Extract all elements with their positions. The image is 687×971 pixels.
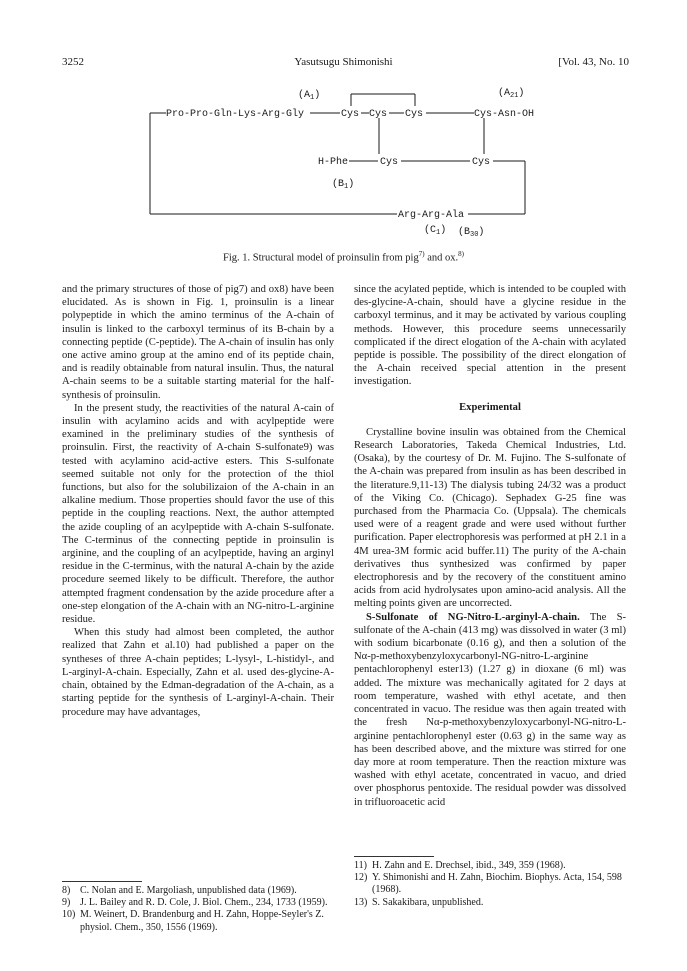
- label-c1: $(C_1)$: [424, 225, 447, 237]
- volume-label: [Vol. 43, No. 10: [558, 56, 629, 68]
- figure-caption: Fig. 1. Structural model of proinsulin from pig$^{7)}$ and ox.$^{8)}$: [223, 250, 464, 264]
- section-heading-experimental: Experimental: [459, 401, 521, 413]
- footnotes-left: [62, 877, 334, 934]
- chain-a-left: Pro-Pro-Gln-Lys-Arg-Gly: [166, 109, 305, 120]
- subsection-heading: S-Sulfonate of NG-Nitro-L-arginyl-A-chain.: [366, 611, 580, 623]
- paragraph: Crystalline bovine insulin was obtained from the Chemical Research Laboratories, Takeda Chemical Industries, Ltd. (Osaka), by the courtesy of Dr. M. Fujino. The S-sulfonate of the A-chain was prepared from insulin as has been described in the literature.9,11-13) The dialysis tubing 24/32 was a product of the Viking Co. (Chicago). Sephadex G-25 fine was purchased from the Pharmacia Co. (Uppsala). The chemicals used were of a reagent grade and were used without further purification. Paper electrophoresis was performed at pH 2.1 in a 4M urea-3M formic acid buffer.11) The purity of the A-chain derivatives thus synthesized was confirmed by paper electrophoresis and by the recovery of the constituent amino acids from acid hydrolysates upon amino-acid analysis. All the melting points given are uncorrected.: [354, 426, 626, 610]
- paragraph: In the present study, the reactivities of the natural A-cain of insulin with acylamino acids and with acylpeptide were examined in the preliminary studies of the synthesis of proinsulin. First, the reactivity of A-chain S-sulfonate9) was tested with acylamino acid-active esters. This S-sulfonate seemed suitable not only for the protection of the thiol functions, but also for the solubilizaion of the A-chain in an alkaline medium. Those properties should favor the use of this peptide in the coupling reactions. Next, the author attempted the azide coupling of an acylpeptide with A-chain S-sulfonate. The C-terminus of the connecting peptide in proinsulin is arginine, and the coupling of an acylpeptide, having an arginyl residue in the C-terminus, with the natural A-chain by the azide procedure seemed likely to be difficult. Therefore, the author attempted fragment condensation by the azide procedure after a one-step elongation of the A-chain with an NG-nitro-L-arginine residue.: [62, 402, 334, 626]
- paragraph: and the primary structures of those of pig7) and ox8) have been elucidated. As is shown in Fig. 1, proinsulin is a linear polypeptide in which the amino terminus of the A-chain of insulin is linked to the carboxyl terminus of its B-chain by a connecting peptide (C-peptide). The A-chain of insulin has only one active amino group at the amino end of its peptide chain, and is readily obtainable from natural insulin. Thus, the natural A-chain seems to be a suitable starting material for the half-synthesis of proinsulin.: [62, 284, 334, 401]
- cys-b19: Cys: [472, 157, 491, 168]
- page-number: 3252: [62, 56, 84, 68]
- label-a21: $(A_{21})$: [498, 88, 525, 100]
- footnote: 11) H. Zahn and E. Drechsel, ibid., 349, 359 (1968).: [354, 860, 566, 871]
- cys-a11: Cys: [405, 109, 424, 120]
- footnote: 9) J. L. Bailey and R. D. Cole, J. Biol. Chem., 234, 1733 (1959).: [62, 897, 328, 909]
- footnote-divider: [62, 881, 142, 882]
- proinsulin-structure-figure: [0, 82, 687, 252]
- left-column: [62, 283, 334, 719]
- footnote: 8) C. Nolan and E. Margoliash, unpublished data (1969).: [62, 885, 297, 896]
- footnote: 10) M. Weinert, D. Brandenburg and H. Zahn, Hoppe-Seyler's Z. physiol. Chem., 350, 1556 (1969).: [62, 909, 324, 933]
- cys-a7: Cys: [369, 109, 388, 120]
- cys-a6: Cys: [341, 109, 360, 120]
- label-b30: $(B_{30})$: [458, 227, 485, 239]
- paragraph: since the acylated peptide, which is intended to be coupled with des-glycine-A-chain, should have a glycine residue in the carboxyl terminus, and it may be activated by various coupling methods. However, this procedure seems unnecessarily complicated if the direct elogation of the A-chain with acylated peptide is possible. The possibility of the direct elongation of the A-chain received special attention in the present investigation.: [354, 284, 626, 388]
- paragraph: S-Sulfonate of NG-Nitro-L-arginyl-A-chain. The S-sulfonate of the A-chain (413 mg) was dissolved in water (3 ml) with sodium bicarbonate (0.16 g), and then a solution of the Nα-p-methoxybenzyloxycarbonyl-NG-nitro-L-arginine pentachlorophenyl ester13) (1.27 g) in dioxane (6 ml) was added. The mixture was mechanically agitated for 2 days at room temperature, washed with ethyl acetate, and then concentrated in vacuo. The residue was then again treated with the fresh Nα-p-methoxybenzyloxycarbonyl-NG-nitro-L-arginine pentachlorophenyl ester (0.63 g) in the same way as has been described above, and the mixture was stirred for one day more at room temperature. Then the reaction mixture was washed with ethyl acetate, concentrated in vacuo, and dried over phosphorus pentoxide. The residual powder was dissolved in trifluoroacetic acid: [354, 611, 626, 808]
- cys-a20-asn: Cys-Asn-OH: [474, 109, 535, 120]
- label-a1: $(A_1)$: [298, 90, 321, 102]
- cys-b7: Cys: [380, 157, 399, 168]
- h-phe: H-Phe: [318, 157, 349, 168]
- arg-arg-ala: Arg-Arg-Ala: [398, 210, 465, 221]
- running-head-author: Yasutsugu Shimonishi: [294, 56, 393, 68]
- footnotes-right: [354, 852, 626, 909]
- footnote-divider: [354, 856, 434, 857]
- footnote: 12) Y. Shimonishi and H. Zahn, Biochim. Biophys. Acta, 154, 598 (1968).: [354, 872, 622, 896]
- paragraph: When this study had almost been completed, the author realized that Zahn et al.10) had published a paper on the syntheses of three A-chain peptides; L-lysyl-, L-histidyl-, and L-arginyl-A-chain. Especially, Zahn et al. used des-glycine-A-chain, obtained by the Edman-degradation of the A-chain, as a starting peptide for the synthesis of L-arginyl-A-chain. Their procedure may have advantages,: [62, 627, 334, 718]
- label-b1: $(B_1)$: [332, 179, 355, 191]
- right-column: [354, 283, 626, 809]
- footnote: 13) S. Sakakibara, unpublished.: [354, 896, 484, 908]
